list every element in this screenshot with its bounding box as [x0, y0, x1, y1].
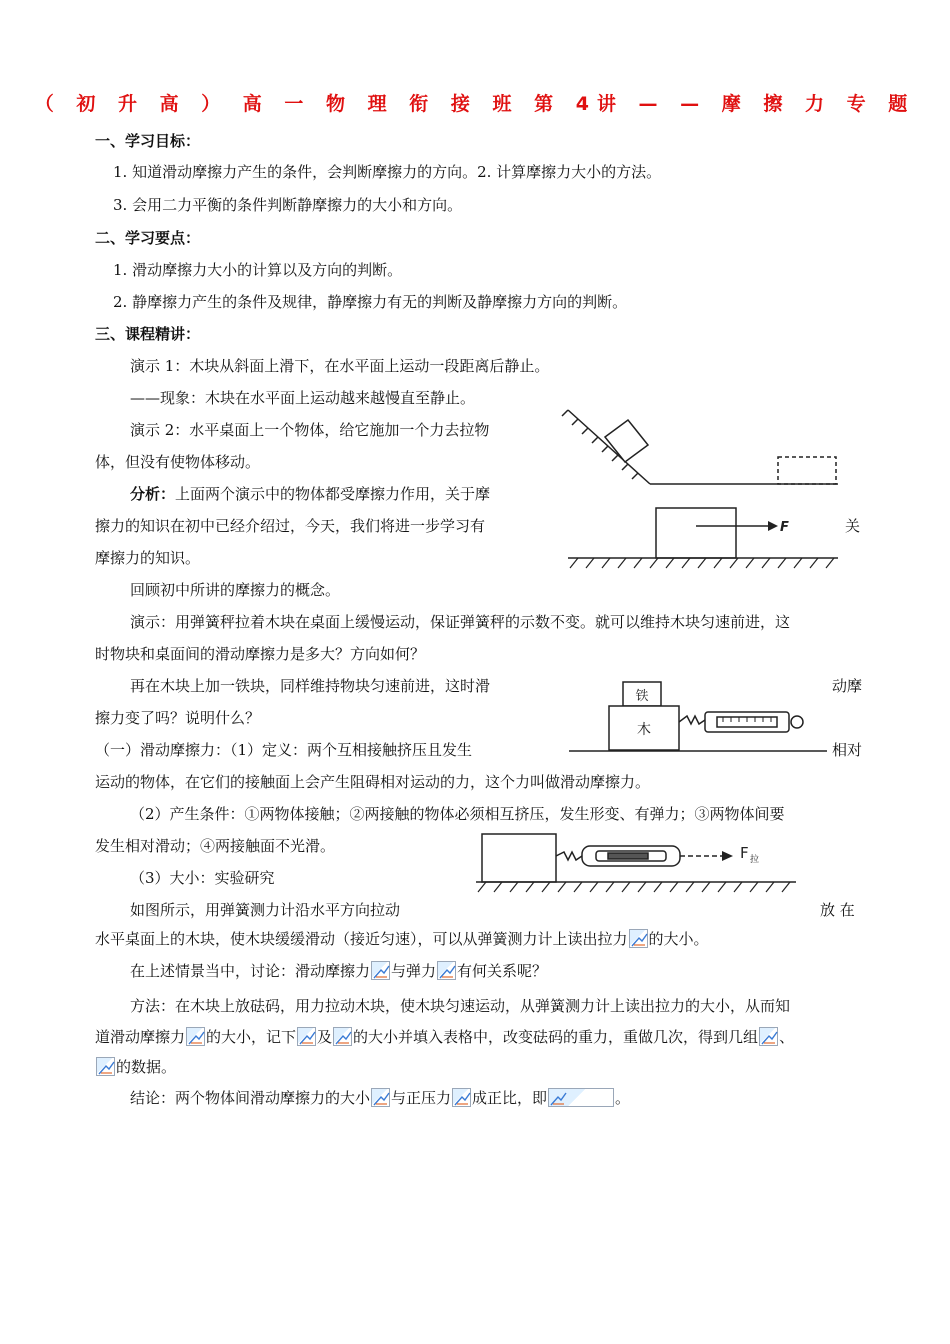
analysis-label: 分析：: [130, 485, 176, 503]
iron-line-1-end: 动摩: [832, 677, 863, 695]
phenomenon-text: ——现象：木块在水平面上运动越来越慢直至静止。: [130, 389, 476, 407]
broken-image-icon: [96, 1057, 115, 1076]
analysis-line-1: [130, 485, 490, 503]
figure-line-1-end: 放 在: [820, 901, 855, 919]
broken-image-icon: [629, 929, 648, 948]
discuss-line: [130, 961, 547, 980]
analysis-line-2-end: 关: [845, 517, 861, 535]
discuss-text-b: 与弹力: [391, 962, 437, 980]
broken-image-icon: [452, 1088, 471, 1107]
discuss-text-c: 有何关系呢？: [457, 962, 548, 980]
section-heading-goals: 一、学习目标：: [95, 132, 201, 150]
definition-line-1-end: 相对: [832, 741, 863, 759]
method-text-b: 的大小，记下: [206, 1028, 297, 1046]
wood-label: 木: [637, 722, 651, 738]
method-line-1: 方法：在木块上放砝码，用力拉动木块，使木块匀速运动，从弹簧测力计上读出拉力的大小，从而知: [130, 997, 791, 1015]
figure-line-2: [95, 929, 709, 948]
analysis-line-3: 摩擦力的知识。: [95, 549, 201, 567]
demo-2-line-1: 演示 2：水平桌面上一个物体，给它施加一个力去拉物: [130, 421, 490, 439]
demo-1-text: 演示 1：木块从斜面上滑下，在水平面上运动一段距离后静止。: [130, 357, 550, 375]
spring-scale-indicator: [608, 853, 648, 859]
goal-item-2: 3. 会用二力平衡的条件判断静摩擦力的大小和方向。: [113, 196, 463, 214]
rest-block-outline: [778, 457, 836, 484]
force-arrow-head: [768, 521, 778, 531]
size-text: （3）大小：实验研究: [130, 869, 275, 887]
demo-3-line-2: 时物块和桌面间的滑动摩擦力是多大？方向如何？: [95, 645, 426, 663]
goal-item-1: 1. 知道滑动摩擦力产生的条件，会判断摩擦力的方向。2. 计算摩擦力大小的方法。: [113, 163, 662, 181]
broken-image-icon: [371, 1088, 390, 1107]
broken-image-icon: [333, 1027, 352, 1046]
condition-line-2: 发生相对滑动；④两接触面不光滑。: [95, 837, 336, 855]
table-hatch: [478, 882, 790, 892]
method-text-d: 的大小并填入表格中，改变砝码的重力，重做几次，得到几组: [353, 1028, 759, 1046]
analysis-text-1: 上面两个演示中的物体都受摩擦力作用，关于摩: [175, 485, 491, 503]
table-hatch: [570, 558, 834, 568]
section-heading-lecture: 三、课程精讲：: [95, 325, 201, 343]
broken-image-icon: [548, 1088, 614, 1107]
method-line-2: [95, 1027, 794, 1046]
force-arrow-head: [722, 851, 733, 861]
discuss-text-a: 在上述情景当中，讨论：滑动摩擦力: [130, 962, 371, 980]
force-label: F: [780, 520, 789, 535]
method-text-e: 、: [779, 1028, 795, 1046]
spring-scale-figure: [470, 828, 800, 898]
keypoint-item-2: 2. 静摩擦力产生的条件及规律，静摩擦力有无的判断及静摩擦力方向的判断。: [113, 293, 628, 311]
figure-line-2-text-a: 水平桌面上的木块，使木块缓缓滑动（接近匀速），可以从弹簧测力计上读出拉力: [95, 930, 628, 948]
demo-3-line-1: 演示：用弹簧秤拉着木块在桌面上缓慢运动，保证弹簧秤的示数不变。就可以维持木块匀速前进，这: [130, 613, 791, 631]
section-heading-keypoints: 二、学习要点：: [95, 229, 201, 247]
definition-line-1: （一）滑动摩擦力：（1）定义：两个互相接触挤压且发生: [95, 741, 473, 759]
demo-2-line-2: 体，但没有使物体移动。: [95, 453, 261, 471]
method-text-f: 的数据。: [116, 1058, 177, 1076]
broken-image-icon: [186, 1027, 205, 1046]
broken-image-icon: [759, 1027, 778, 1046]
conclusion-text-b: 与正压力: [391, 1089, 452, 1107]
figure-line-1: 如图所示，用弹簧测力计沿水平方向拉动: [130, 901, 401, 919]
method-text-c: 及: [317, 1028, 333, 1046]
broken-image-icon: [371, 961, 390, 980]
iron-line-2: 擦力变了吗？说明什么？: [95, 709, 261, 727]
force-label-subscript: 拉: [750, 855, 760, 865]
figure-line-2-text-b: 的大小。: [648, 930, 709, 948]
iron-label: 铁: [635, 689, 649, 704]
iron-wood-figure: [565, 676, 830, 758]
broken-image-icon: [437, 961, 456, 980]
force-label: F: [740, 844, 749, 862]
block: [482, 834, 556, 882]
block: [656, 508, 736, 558]
iron-line-1: 再在木块上加一铁块，同样维持物块匀速前进，这时滑: [130, 677, 491, 695]
page-title: （ 初 升 高 ） 高 一 物 理 衔 接 班 第 4讲 — — 摩 擦 力 专 题: [34, 93, 916, 115]
review-text: 回顾初中所讲的摩擦力的概念。: [130, 581, 341, 599]
conclusion-text-c: 成正比，即: [472, 1089, 548, 1107]
spring-hook: [679, 716, 705, 724]
conclusion-text-d: 。: [615, 1089, 631, 1107]
spring-scale-ring: [791, 716, 803, 728]
method-line-3: [95, 1057, 176, 1076]
incline-figure: [560, 402, 845, 494]
conclusion-line: [130, 1088, 630, 1107]
conclusion-text-a: 结论：两个物体间滑动摩擦力的大小: [130, 1089, 371, 1107]
condition-line-1: （2）产生条件：①两物体接触；②两接触的物体必须相互挤压，发生形变、有弹力；③两物体间要: [130, 805, 785, 823]
definition-line-2: 运动的物体，在它们的接触面上会产生阻碍相对运动的力，这个力叫做滑动摩擦力。: [95, 773, 651, 791]
spring-hook: [556, 852, 582, 860]
keypoint-item-1: 1. 滑动摩擦力大小的计算以及方向的判断。: [113, 261, 403, 279]
method-text-a: 道滑动摩擦力: [95, 1028, 186, 1046]
sliding-block: [605, 420, 648, 462]
pull-block-figure: [560, 500, 845, 572]
broken-image-icon: [297, 1027, 316, 1046]
analysis-line-2: 擦力的知识在初中已经介绍过，今天，我们将进一步学习有: [95, 517, 486, 535]
